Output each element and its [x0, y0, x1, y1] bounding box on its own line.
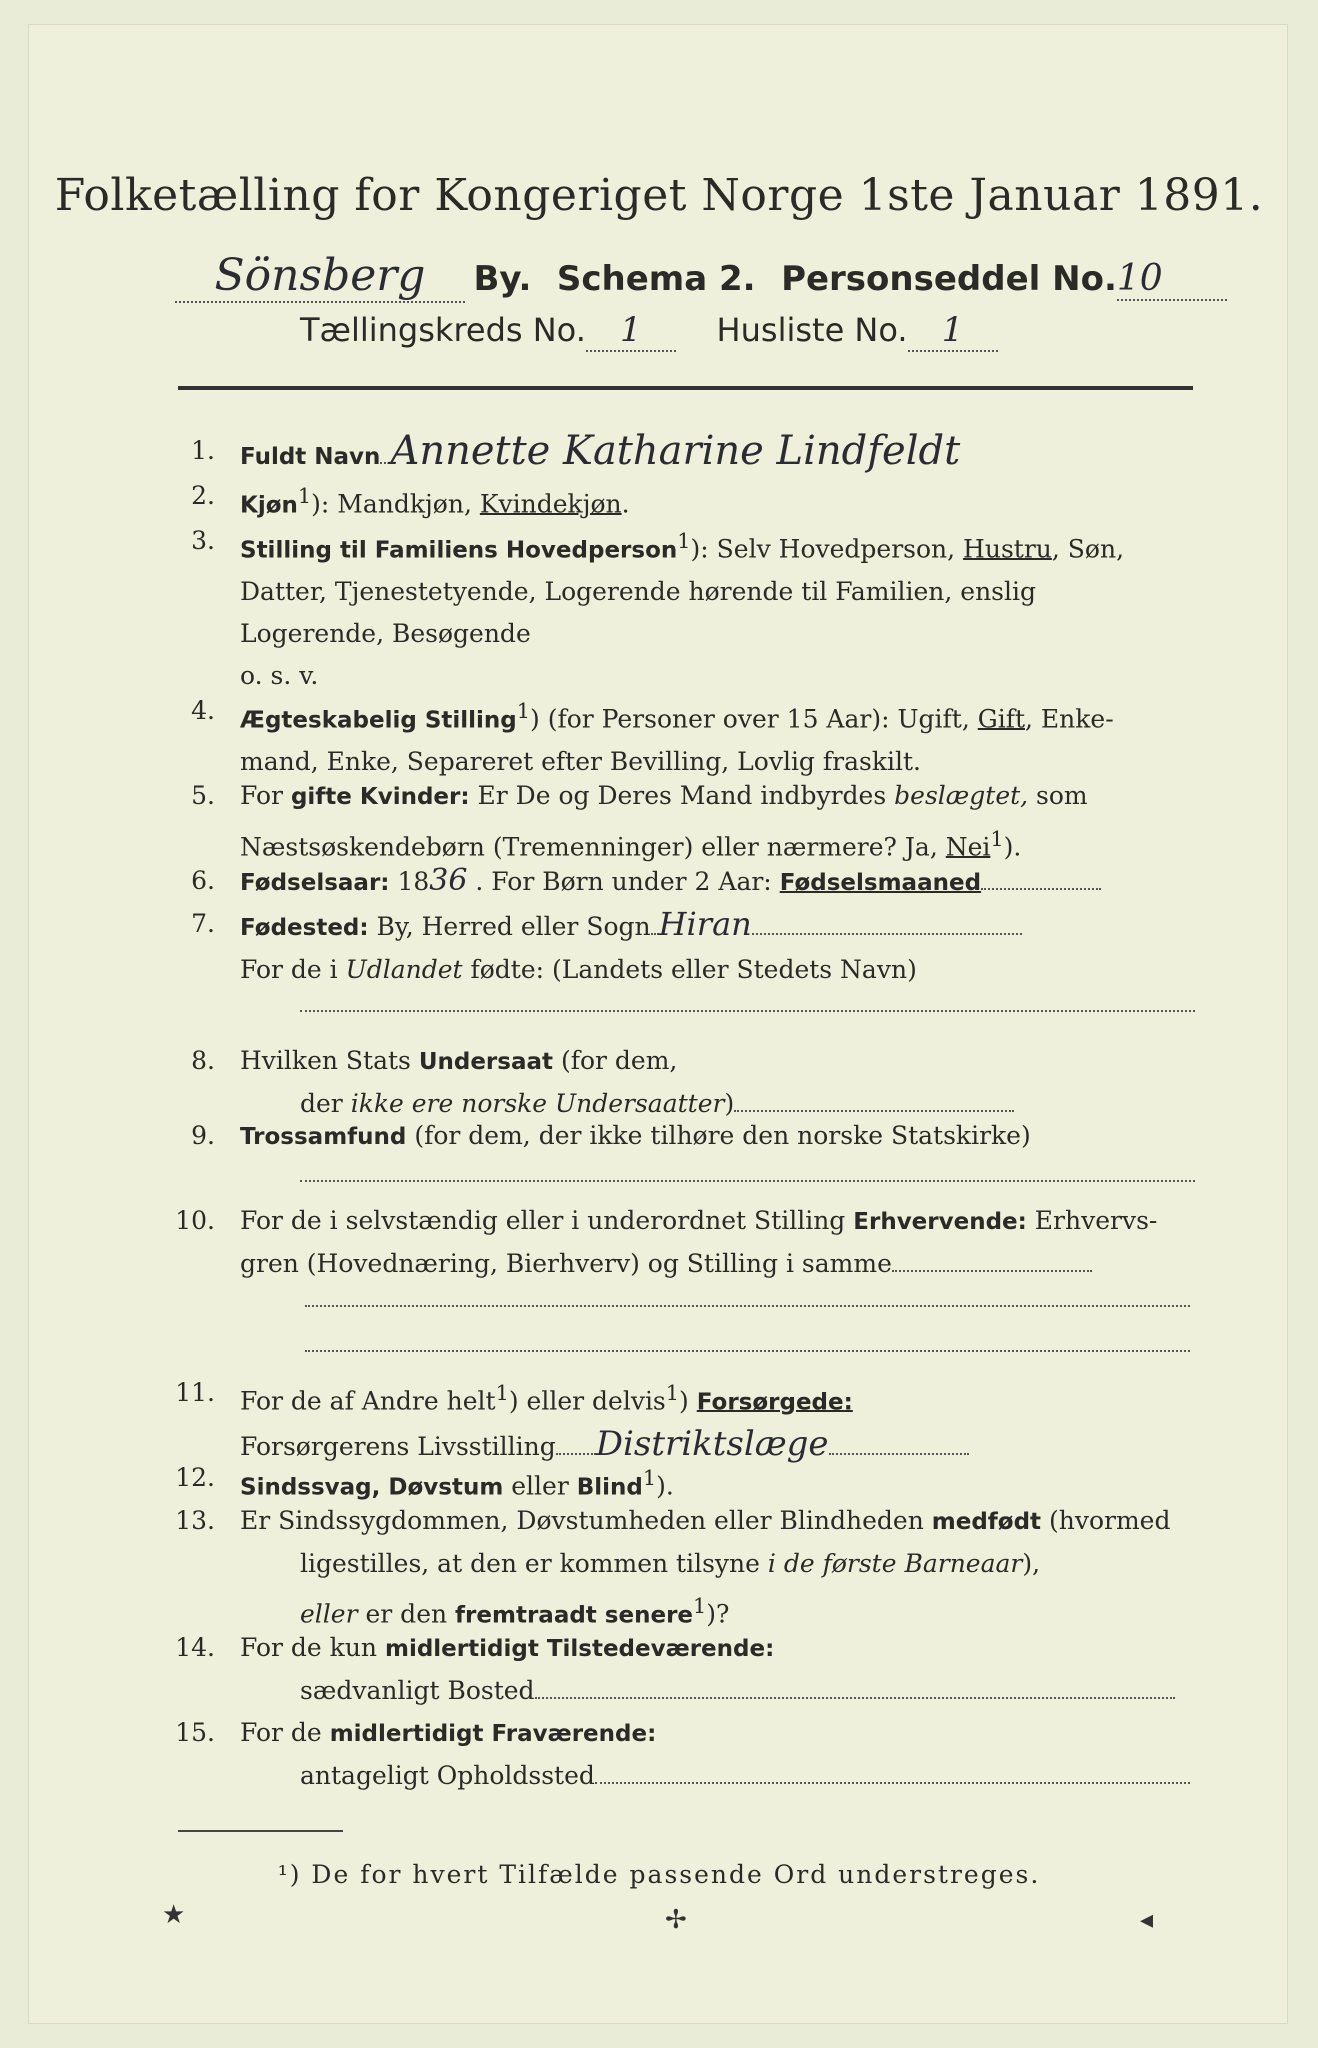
- blank-line: [300, 1180, 1195, 1182]
- footnote-rule: [178, 1830, 343, 1832]
- birthplace: Hiran: [658, 905, 752, 943]
- star-mark-icon: ★: [162, 1900, 186, 1929]
- corner-mark-icon: ◂: [1140, 1905, 1154, 1934]
- footnote: ¹) De for hvert Tilfælde passende Ord understreges.: [277, 1860, 1041, 1889]
- full-name: Annette Katharine Lindfeldt: [390, 428, 961, 474]
- by-label: By.: [473, 259, 532, 299]
- kreds-line: [300, 310, 998, 352]
- form-title: Folketælling for Kongeriget Norge 1ste Januar 1891.: [54, 170, 1264, 221]
- blank-line: [300, 1010, 1195, 1012]
- blank-line: [305, 1350, 1190, 1352]
- schema-label: Schema 2.: [556, 259, 756, 299]
- provider-occupation: Distriktslæge: [595, 1424, 829, 1465]
- birth-year-digits: 36: [429, 863, 468, 898]
- blank-line: [305, 1305, 1190, 1307]
- kreds-number: 1: [620, 310, 642, 350]
- kreds-label: Tællingskreds No.: [300, 311, 586, 349]
- header-rule: [178, 386, 1193, 390]
- husliste-label: Husliste No.: [716, 311, 908, 349]
- personseddel-label: Personseddel No.: [781, 259, 1117, 299]
- personseddel-number: 10: [1116, 258, 1163, 299]
- schema-line: [175, 250, 1195, 303]
- cross-mark-icon: ✢: [665, 1905, 687, 1934]
- town-name: Sönsberg: [214, 250, 426, 301]
- husliste-number: 1: [941, 310, 964, 350]
